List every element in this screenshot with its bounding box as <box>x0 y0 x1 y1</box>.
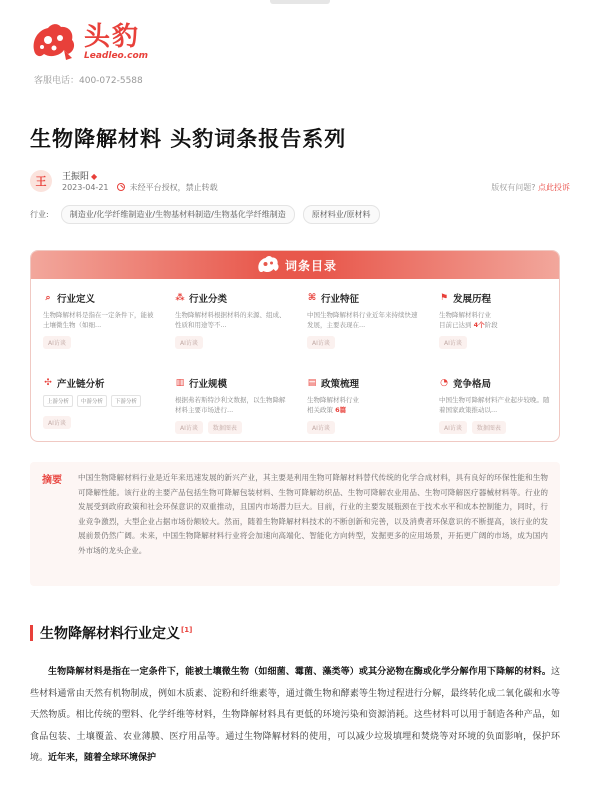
definition-body: 这些材料通常由天然有机物制成，例如木质素、淀粉和纤维素等，通过微生物和酵素等生物过程进行分解，最终转化成二氧化碳和水等天然物质。相比传统的塑料、化学纤维等材料，生物降解材料具有更低的环境污染和资源消耗。这些材料可以用于制造各种产品，如食品包装、土壤覆盖、农业薄膜、医疗用品等。通过生物降解材料的使用，可以减少垃圾填埋和焚烧等对环境的负面影响，保护环境。 <box>30 667 560 763</box>
author-badge-icon: ◆ <box>91 172 98 181</box>
leopard-logo-icon <box>255 254 281 276</box>
abstract-box <box>30 462 560 586</box>
author-row <box>30 166 570 196</box>
abstract-label: 摘要 <box>42 475 62 486</box>
service-phone: 客服电话：400-072-5588 <box>34 76 143 86</box>
publish-date: 2023-04-21 <box>62 183 109 192</box>
upstream-tag[interactable]: 上游分析 <box>43 395 73 407</box>
toc-item-classification[interactable] <box>175 291 287 349</box>
ai-interview-chip[interactable]: AI访谈 <box>43 416 71 429</box>
policy-count: 6篇 <box>335 406 347 414</box>
industry-row <box>30 205 388 224</box>
industry-label: 行业: <box>30 210 49 219</box>
toc-item-desc <box>307 395 419 415</box>
toc-item-features[interactable] <box>307 291 419 349</box>
toc-title: 词条目录 <box>285 259 338 273</box>
page-title: 生物降解材料 头豹词条报告系列 <box>30 127 347 151</box>
desc-line2-post: 阶段 <box>484 321 498 329</box>
toc-item-scale[interactable] <box>175 376 287 434</box>
copyright-report <box>491 182 570 193</box>
abstract-text: 中国生物降解材料行业是近年来迅速发展的新兴产业，其主要是利用生物可降解材料替代传统的化学合成材料，具有良好的环保性能和生物可降解性能。该行业的主要产品包括生物可降解包装材料、生物可降解纺织品、生物可降解农业用品、生物可降解医疗器械材料等。行业的发展受到政府政策和社会环保意识的双重推动，且国内市场潜力巨大。目前，行业的主要发展瓶颈在于技术水平和成本控制能力，同时，行业竞争激烈，大型企业占据市场份额较大。然而，随着生物降解材料技术的不断创新和完善，以及消费者环保意识的不断提高，该行业的发展前景仍然广阔。未来，中国生物降解材料行业将会加速向高端化、智能化方向转型，发掘更多的应用场景，开拓更广阔的市场，成为国内外市场的龙头企业。 <box>78 473 548 555</box>
publish-meta <box>62 182 218 193</box>
toc-item-desc: 中国生物降解材料行业近年来持续快速发展，主要表现在... <box>307 311 418 329</box>
toc-item-title: 竞争格局 <box>453 379 492 390</box>
page-header <box>0 0 600 100</box>
section-accent-bar <box>30 625 33 641</box>
brand-logo[interactable] <box>28 20 148 64</box>
toc-item-title: 行业特征 <box>321 294 360 305</box>
desc-line2: 目前已达到 <box>439 321 474 329</box>
ai-interview-chip[interactable]: AI访谈 <box>43 336 71 349</box>
stage-count: 4个 <box>473 321 485 329</box>
midstream-tag[interactable]: 中游分析 <box>77 395 107 407</box>
author-name[interactable]: 王振阳 <box>62 172 90 182</box>
section-title <box>40 623 192 643</box>
toc-item-title: 行业分类 <box>189 294 228 305</box>
toc-item-title: 产业链分析 <box>57 379 105 390</box>
top-decoration <box>270 0 330 4</box>
desc-prefix: 生物降解材料行业 <box>439 311 491 319</box>
toc-item-title: 行业定义 <box>57 294 96 305</box>
no-permission-icon <box>117 183 125 191</box>
table-of-contents <box>30 250 560 442</box>
permission-notice: 未经平台授权，禁止转载 <box>129 183 218 192</box>
section-title-text: 生物降解材料行业定义 <box>40 626 180 642</box>
report-link[interactable]: 点此投诉 <box>538 183 570 192</box>
report-question: 版权有问题? <box>491 183 536 192</box>
section-heading <box>30 623 192 643</box>
desc-prefix: 生物降解材料行业 <box>307 396 359 404</box>
definition-lead: 生物降解材料是指在一定条件下，能被土壤微生物（如细菌、霉菌、藻类等）或其分泌物在酶或化学分解作用下降解的材料。 <box>48 667 551 677</box>
leopard-logo-icon <box>28 20 78 64</box>
toc-item-desc: 生物降解材料根据材料的来源、组成、性质和用途等不... <box>175 311 286 329</box>
toc-item-desc <box>439 310 551 330</box>
toc-header <box>31 251 559 279</box>
avatar: 王 <box>30 170 52 192</box>
toc-item-desc: 根据弗若斯特沙利文数据，以生物降解材料主要市场进行... <box>175 396 286 414</box>
toc-item-definition[interactable] <box>43 291 155 349</box>
ai-interview-chip[interactable]: AI访谈 <box>307 421 335 434</box>
toc-item-policy[interactable] <box>307 376 419 434</box>
industry-tag[interactable]: 制造业/化学纤维制造业/生物基材料制造/生物基化学纤维制造 <box>61 205 295 224</box>
toc-item-desc: 中国生物可降解材料产业起步较晚。随着国家政策推动以... <box>439 396 550 414</box>
toc-item-desc: 生物降解材料是指在一定条件下，能被土壤微生物（如细... <box>43 311 154 329</box>
toc-item-title: 政策梳理 <box>321 379 360 390</box>
toc-item-history[interactable] <box>439 291 551 349</box>
industry-tag[interactable]: 原材料业/原材料 <box>303 205 380 224</box>
classification-icon: ⁂ <box>175 293 185 303</box>
ai-interview-chip[interactable]: AI访谈 <box>439 421 467 434</box>
features-icon: ⌘ <box>307 293 317 303</box>
ai-interview-chip[interactable]: AI访谈 <box>175 336 203 349</box>
pie-chart-icon: ◔ <box>440 378 448 388</box>
policy-icon: ▤ <box>307 378 317 388</box>
downstream-tag[interactable]: 下游分析 <box>111 395 141 407</box>
ai-interview-chip[interactable]: AI访谈 <box>439 336 467 349</box>
section-body <box>30 662 560 770</box>
desc-line2: 相关政策 <box>307 406 336 414</box>
history-icon: ⚑ <box>439 293 449 303</box>
toc-item-title: 行业规模 <box>189 379 228 390</box>
toc-item-competition[interactable] <box>439 376 551 434</box>
author-name-wrap[interactable] <box>62 169 97 182</box>
brand-name-cn: 头豹 <box>84 22 141 52</box>
bar-chart-icon: ▥ <box>175 378 185 388</box>
definition-icon: ⌕ <box>45 293 51 303</box>
toc-item-chain[interactable] <box>43 376 155 429</box>
chain-icon: ✣ <box>44 378 52 388</box>
brand-name-en: Leadleo.com <box>84 51 149 61</box>
data-chart-chip[interactable]: 数据图表 <box>472 421 506 434</box>
ai-interview-chip[interactable]: AI访谈 <box>175 421 203 434</box>
definition-tail: 近年来，随着全球环境保护 <box>48 753 157 763</box>
data-chart-chip[interactable]: 数据图表 <box>208 421 242 434</box>
reference-link[interactable]: [1] <box>181 626 193 635</box>
ai-interview-chip[interactable]: AI访谈 <box>307 336 335 349</box>
toc-item-title: 发展历程 <box>453 294 492 305</box>
